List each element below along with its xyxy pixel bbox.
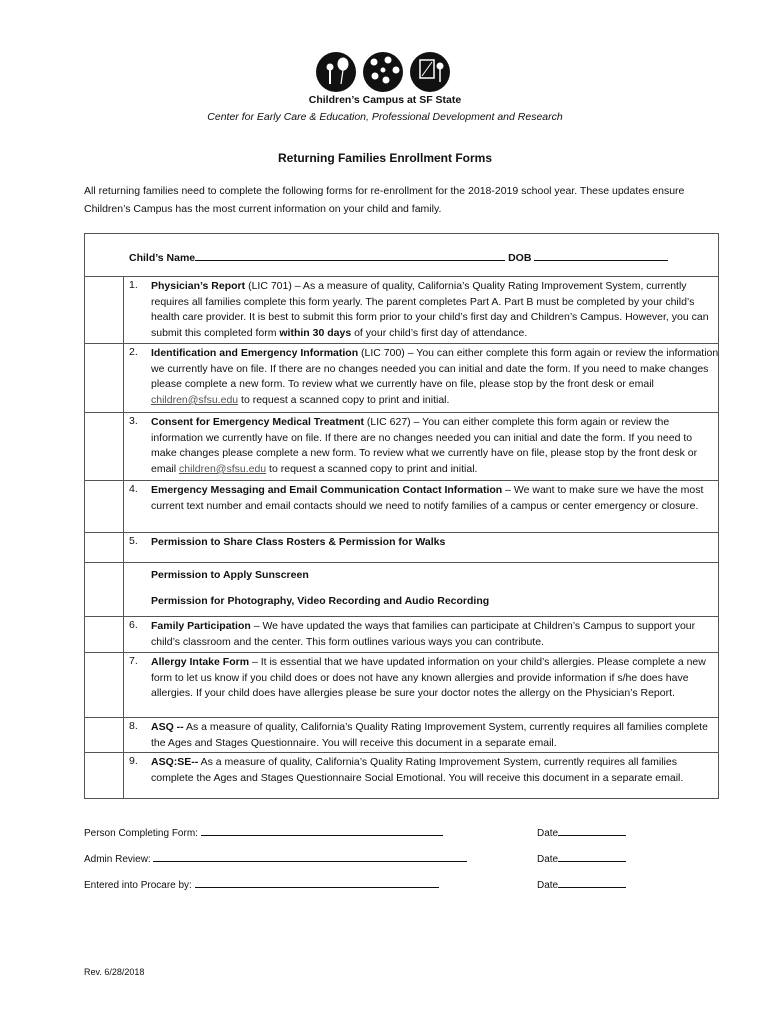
item-desc-end: to request a scanned copy to print and initial. [238,393,450,406]
item-emphasis: within 30 days [279,326,352,339]
date-label: Date [537,828,559,839]
item-desc: – We have updated the ways that families can participate at Children’s Campus to support your child’s classroom and the center. This form outlines various ways you can contribute. [151,620,696,648]
table-row [85,343,718,413]
item-number: 8. [129,720,138,732]
item-text [151,755,719,786]
item-desc: As a measure of quality, California’s Quality Rating Improvement System, currently requires all families complete the Ages and Stages Questionnaire. You will receive this document in a separate email. [151,721,708,749]
admin-review-label: Admin Review: [84,854,151,865]
item-text [151,568,719,584]
date-row-3 [537,877,626,891]
email-link[interactable]: children@sfsu.edu [151,393,239,406]
item-title: Emergency Messaging and Email Communication Contact Information [151,484,503,496]
procare-field[interactable] [195,877,439,888]
item-text [151,346,719,408]
item-desc: (LIC 701) – As a measure of quality, California’s Quality Rating Improvement System, currently requires all families complete this form yearly. The parent completes Part A. Part B must be completed by your child’s health care provider. It is best to submit this form prior to your child’s first day and Children’s Campus. However, you can submit this completed form [151,280,709,339]
item-text [151,720,719,751]
table-row [85,276,718,344]
date-field-2[interactable] [558,851,626,862]
item-desc: (LIC 700) – You can either complete this form again or review the information we currently have on file. If there are no changes needed you can initial and date the form. If you need to make changes please complete a new form. To review what we currently have on file, please stop by the front desk or email [151,347,719,391]
page-title: Returning Families Enrollment Forms [277,151,493,165]
logo-circle-1 [316,52,356,92]
org-name: Children’s Campus at SF State [308,94,462,106]
item-title: ASQ:SE-- [151,756,199,768]
person-completing-row [84,825,443,839]
table-row [85,616,718,653]
table-row [85,652,718,718]
item-number: 7. [129,655,138,667]
intro-paragraph: All returning families need to complete the following forms for re-enrollment for the 2018-2019 school year. These updates ensure Children’s Campus has the most current information on your child and family. [84,185,685,215]
email-link[interactable]: children@sfsu.edu [179,462,267,475]
child-name-label: Child’s Name [129,252,196,264]
table-row [85,592,718,616]
item-text [151,619,719,650]
item-desc: (LIC 627) – You can either complete this form again or review the information we currently have on file. If there are no changes needed you can initial and date the form. If you need to make changes please complete a new form. To review what we currently have on file, please stop by the front desk or email [151,416,698,475]
person-completing-label: Person Completing Form: [84,828,198,839]
item-desc-end: to request a scanned copy to print and initial. [266,462,478,475]
item-title: ASQ -- [151,721,184,733]
table-row [85,412,718,481]
table-row [85,532,718,563]
item-text [151,655,719,702]
item-text [151,279,719,341]
admin-review-field[interactable] [153,851,467,862]
date-row-2 [537,851,626,865]
item-text [151,594,719,610]
item-number: 9. [129,755,138,767]
logo-circle-3 [410,52,450,92]
item-number: 5. [129,535,138,547]
item-title: Permission for Photography, Video Recording and Audio Recording [151,595,490,607]
item-title: Family Participation [151,620,251,632]
dob-label: DOB [508,252,532,264]
item-number: 6. [129,619,138,631]
item-desc: As a measure of quality, California’s Quality Rating Improvement System, currently requires all families complete the Ages and Stages Questionnaire Social Emotional. You will receive this document in a separate email. [151,756,684,784]
item-text [151,483,719,514]
date-field-3[interactable] [558,877,626,888]
procare-row [84,877,439,891]
person-completing-field[interactable] [201,825,443,836]
table-row [85,752,718,799]
date-row-1 [537,825,626,839]
item-number: 4. [129,483,138,495]
item-text [151,535,719,551]
item-title: Permission to Apply Sunscreen [151,569,309,581]
item-desc: – It is essential that we have updated information on your child’s allergies. Please complete a new form to let us know if you child does or does not have any known allergies and provide information if s/he does have allergies. If your child does have allergies please be sure your doctor notes the allergy on the Physician’s Report. [151,656,706,700]
dob-field[interactable] [534,250,668,261]
revision-date: Rev. 6/28/2018 [84,967,145,977]
procare-label: Entered into Procare by: [84,880,192,891]
item-title: Consent for Emergency Medical Treatment [151,416,364,428]
item-title: Allergy Intake Form [151,656,250,668]
item-desc: – We want to make sure we have the most current text number and email contacts should we need to notify families of a campus or center emergency or closure. [151,484,704,512]
table-row [85,480,718,533]
table-row [85,717,718,753]
item-text [151,415,719,477]
table-row [85,562,718,593]
date-field-1[interactable] [558,825,626,836]
admin-review-row [84,851,467,865]
child-info-row [129,250,668,264]
item-title: Permission to Share Class Rosters & Permission for Walks [151,536,446,548]
org-subtitle: Center for Early Care & Education, Professional Development and Research [207,111,563,123]
item-desc-end: of your child’s first day of attendance. [351,326,528,339]
item-number: 2. [129,346,138,358]
date-label: Date [537,880,559,891]
item-number: 1. [129,279,138,291]
date-label: Date [537,854,559,865]
item-title: Physician’s Report [151,280,246,292]
forms-table [84,233,719,799]
item-title: Identification and Emergency Information [151,347,359,359]
child-name-field[interactable] [195,250,505,261]
item-number: 3. [129,415,138,427]
